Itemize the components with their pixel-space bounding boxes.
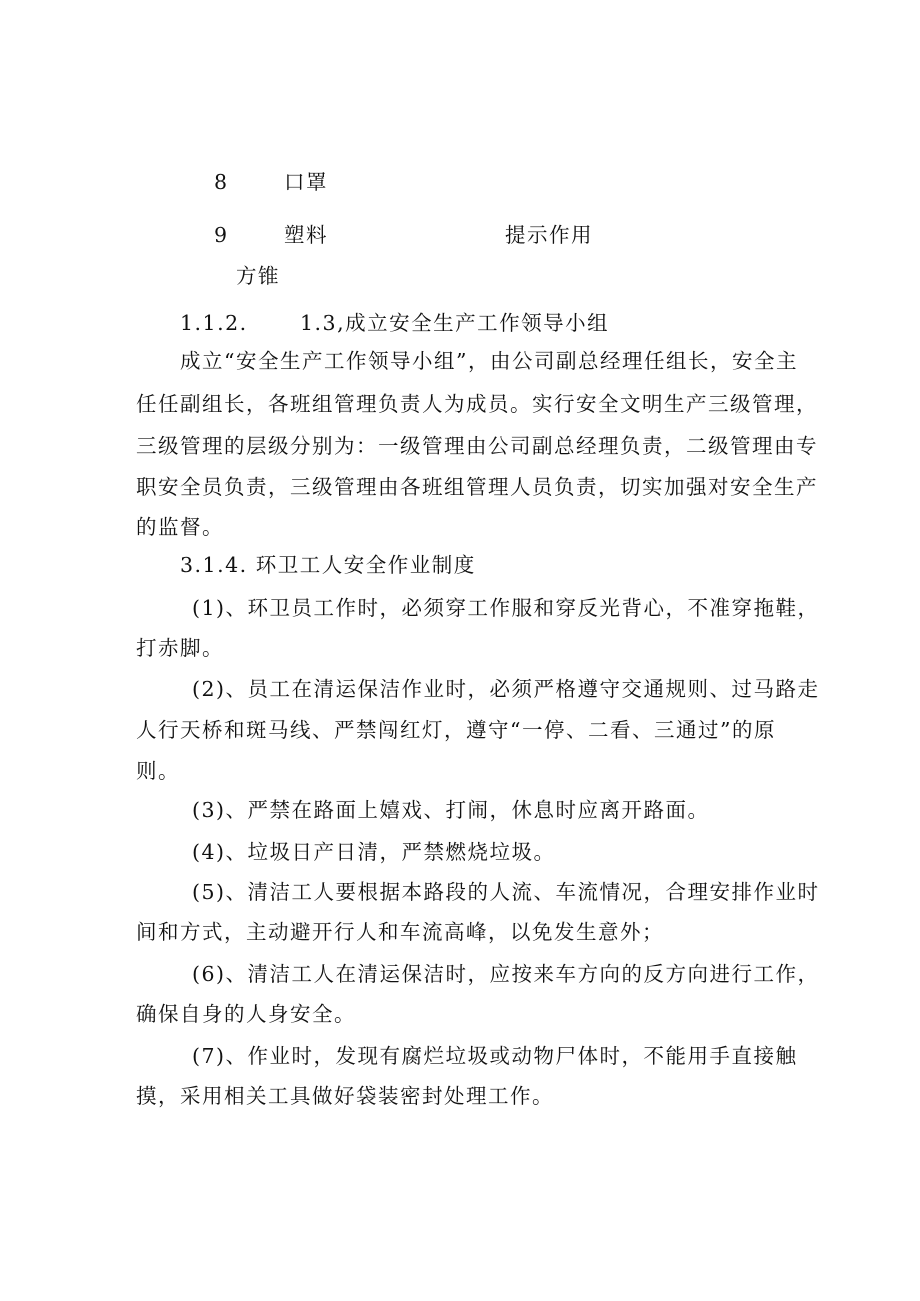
paragraph-line: 职安全员负责，三级管理由各班组管理人员负责，切实加强对安全生产: [136, 475, 818, 499]
rule-line: (2)、员工在清运保洁作业时，必须严格遵守交通规则、过马路走: [192, 677, 820, 701]
rule-line: 确保自身的人身安全。: [136, 1002, 356, 1026]
item-name: 塑料: [284, 223, 328, 247]
rule-line: (3)、严禁在路面上嬉戏、打闹，休息时应离开路面。: [192, 798, 710, 822]
rule-line: 间和方式，主动避开行人和车流高峰，以免发生意外；: [136, 920, 664, 944]
rule-line: (5)、清洁工人要根据本路段的人流、车流情况，合理安排作业时: [192, 880, 820, 904]
rule-line: 打赤脚。: [136, 636, 224, 660]
paragraph-line: 任任副组长，各班组管理负责人为成员。实行安全文明生产三级管理，: [136, 392, 818, 416]
rule-line: 则。: [136, 759, 180, 783]
section-number: 1.1.2.: [180, 311, 248, 335]
rule-line: (4)、垃圾日产日清，严禁燃烧垃圾。: [192, 840, 556, 864]
paragraph-line: 成立“安全生产工作领导小组”，由公司副总经理任组长，安全主: [180, 349, 798, 373]
paragraph-line: 三级管理的层级分别为：一级管理由公司副总经理负责，二级管理由专: [136, 434, 818, 458]
row-number: 9: [214, 223, 228, 247]
row-number: 8: [214, 170, 228, 194]
rule-line: (1)、环卫员工作时，必须穿工作服和穿反光背心，不准穿拖鞋，: [192, 596, 820, 620]
rule-line: 人行天桥和斑马线、严禁闯红灯，遵守“一停、二看、三通过”的原: [136, 718, 776, 742]
section-heading-314: 3.1.4. 环卫工人安全作业制度: [180, 553, 476, 577]
item-name-continued: 方锥: [236, 264, 280, 288]
item-name: 口罩: [284, 170, 328, 194]
rule-line: 摸，采用相关工具做好袋装密封处理工作。: [136, 1084, 554, 1108]
paragraph-line: 的监督。: [136, 515, 224, 539]
item-purpose: 提示作用: [505, 223, 593, 247]
rule-line: (6)、清洁工人在清运保洁时，应按来车方向的反方向进行工作，: [192, 962, 820, 986]
section-title: 1.3,成立安全生产工作领导小组: [300, 311, 610, 335]
rule-line: (7)、作业时，发现有腐烂垃圾或动物尸体时，不能用手直接触: [192, 1044, 798, 1068]
